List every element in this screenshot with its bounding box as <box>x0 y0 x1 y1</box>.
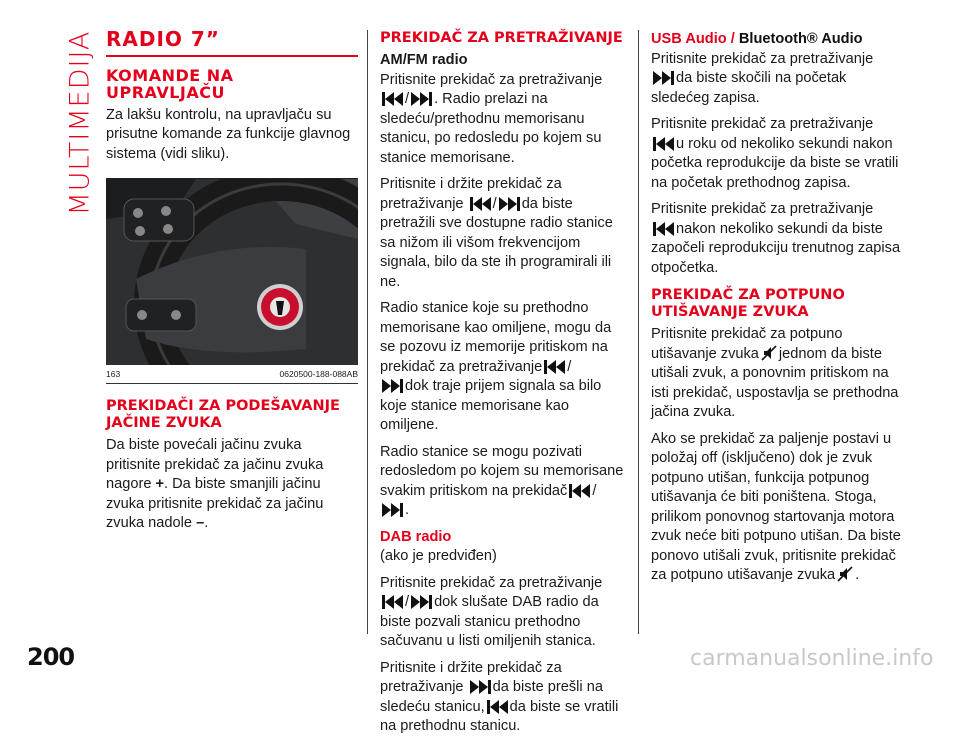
text: da biste pretražili sve dostupne radio stanice sa nižom ili višom frekvencijom signala, bilo da ste ih programirali ili ne. <box>380 195 613 290</box>
seek-back-icon <box>487 699 508 715</box>
text: nakon nekoliko sekundi da biste započeli reprodukciju trenutnog zapisa otpočetka. <box>651 220 901 276</box>
slash: / <box>492 195 497 212</box>
steering-wheel-photo <box>106 178 358 365</box>
dab-paragraph-1 <box>380 574 628 652</box>
mute-paragraph-2 <box>651 430 901 586</box>
seek-forward-icon <box>653 70 674 86</box>
seek-forward-icon <box>499 196 520 212</box>
figure-caption <box>106 365 358 384</box>
text: Pritisnite i držite prekidač za pretraživanje <box>380 659 562 695</box>
column-3 <box>651 30 901 593</box>
section-heading-volume: PREKIDAČI ZA PODEŠAVANJE JAČINE ZVUKA <box>106 398 340 431</box>
text: jednom da biste utišali zvuk, a ponovnim pritiskom na isti prekidač, uspostavlja se prethodna jačina zvuka. <box>651 345 899 420</box>
usb-paragraph-2 <box>651 115 901 193</box>
seek-back-icon <box>470 196 491 212</box>
text: dok slušate DAB radio da biste pozvali stanicu prethodno sačuvanu u listi omiljenih stanica. <box>380 594 599 649</box>
seek-forward-icon <box>470 679 491 695</box>
text: . <box>405 502 410 518</box>
page-number: 200 <box>27 643 75 671</box>
volume-text-a: Da biste povećali jačinu zvuka pritisnite prekidač za jačinu zvuka nagore <box>106 437 324 492</box>
mute-icon <box>761 345 777 361</box>
section-heading-seek: PREKIDAČ ZA PRETRAŽIVANJE <box>380 30 623 46</box>
seek-forward-icon <box>411 91 432 107</box>
text: da biste prešli na sledeću stanicu, <box>380 679 603 715</box>
mute-paragraph-1 <box>651 325 901 423</box>
text: da biste se vratili na prethodnu stanicu. <box>380 698 619 734</box>
text: Pritisnite prekidač za pretraživanje <box>380 574 603 591</box>
volume-text-c: . <box>204 515 209 531</box>
usb-paragraph-1 <box>651 50 901 109</box>
seek-paragraph-4 <box>380 443 628 521</box>
am-fm-subheading: AM/FM radio <box>380 52 468 68</box>
column-2 <box>380 30 628 744</box>
text: Pritisnite prekidač za pretraživanje <box>651 116 874 132</box>
seek-paragraph-2 <box>380 175 628 292</box>
seek-back-icon <box>653 136 674 152</box>
usb-label: USB Audio <box>651 31 727 47</box>
intro-text: Za lakšu kontrolu, na upravljaču su prisutne komande za funkcije glavnog sistema (vidi sliku). <box>106 106 351 162</box>
text: Radio stanice koje su prethodno memorisane kao omiljene, mogu da se pozovu iz memorije pritiskom na prekidač za pretraživanje <box>380 300 612 375</box>
text: Pritisnite prekidač za potpuno utišavanje zvuka <box>651 326 843 362</box>
column-divider <box>367 30 368 634</box>
column-divider <box>638 30 639 634</box>
mute-icon <box>837 566 853 582</box>
separator: / <box>726 31 739 47</box>
seek-forward-icon <box>382 502 403 518</box>
minus-symbol: – <box>196 515 205 531</box>
seek-paragraph-3 <box>380 299 628 436</box>
section-side-label: MULTIMEDIJA <box>64 30 96 216</box>
figure-code: 0620500-188-088AB <box>279 369 358 379</box>
plus-symbol: + <box>155 476 165 492</box>
text: dok traje prijem signala sa bilo koje stanice memorisane kao omiljene. <box>380 378 602 433</box>
slash: / <box>592 482 597 499</box>
watermark-text: carmanualsonline.info <box>690 646 934 671</box>
slash: / <box>567 358 572 375</box>
steering-wheel-illustration <box>106 179 358 365</box>
seek-forward-icon <box>411 594 432 610</box>
volume-text <box>106 436 358 534</box>
dab-paragraph-2 <box>380 659 628 737</box>
seek-back-icon <box>653 221 674 237</box>
column-1 <box>106 27 358 541</box>
seek-back-icon <box>569 483 590 499</box>
text: . Radio prelazi na sledeću/prethodnu memorisanu stanicu, po redosledu po kojem su stanice memorisane. <box>380 91 602 166</box>
text: Pritisnite i držite prekidač za pretraživanje <box>380 176 562 212</box>
text: Pritisnite prekidač za pretraživanje <box>651 50 874 67</box>
seek-back-icon <box>382 91 403 107</box>
section-heading-controls: KOMANDE NA UPRAVLJAČU <box>106 65 234 102</box>
volume-text-b: . Da biste smanjili jačinu zvuka pritisnite prekidač za jačinu zvuka nadole <box>106 476 324 531</box>
text: da biste skočili na početak sledećeg zapisa. <box>651 70 847 106</box>
usb-paragraph-3 <box>651 200 901 278</box>
bluetooth-label: Bluetooth® Audio <box>738 31 863 47</box>
seek-back-icon <box>382 594 403 610</box>
slash: / <box>405 594 410 610</box>
usb-bluetooth-subheading <box>651 30 901 50</box>
page-title: RADIO 7” <box>106 30 358 57</box>
seek-back-icon <box>544 359 565 375</box>
text: . <box>855 567 860 583</box>
text: Radio stanice se mogu pozivati redosledom po kojem su memorisane svakim pritiskom na prekidač <box>380 443 624 499</box>
slash: / <box>405 91 410 107</box>
text: Pritisnite prekidač za pretraživanje <box>651 201 874 217</box>
section-heading-mute: PREKIDAČ ZA POTPUNO UTIŠAVANJE ZVUKA <box>651 287 845 320</box>
figure-number: 163 <box>106 369 121 379</box>
text: u roku od nekoliko sekundi nakon početka reprodukcije da biste se vratili na početak prethodnog zapisa. <box>651 135 899 191</box>
dab-note: (ako je predviđen) <box>380 548 497 564</box>
dab-subheading: DAB radio <box>380 528 452 545</box>
seek-paragraph-1 <box>380 71 628 169</box>
seek-forward-icon <box>382 378 403 394</box>
text: Ako se prekidač za paljenje postavi u položaj off (isključeno) dok je zvuk potpuno utišan, funkcija potpunog utišavanja će biti poništena. Stoga, prilikom ponovnog startovanja motora zvuk neće biti potpuno utišan. Da biste ponovo utišali zvuk, pritisnite prekidač za potpuno utišavanje zvuka <box>651 430 901 583</box>
text: Pritisnite prekidač za pretraživanje <box>380 71 603 88</box>
